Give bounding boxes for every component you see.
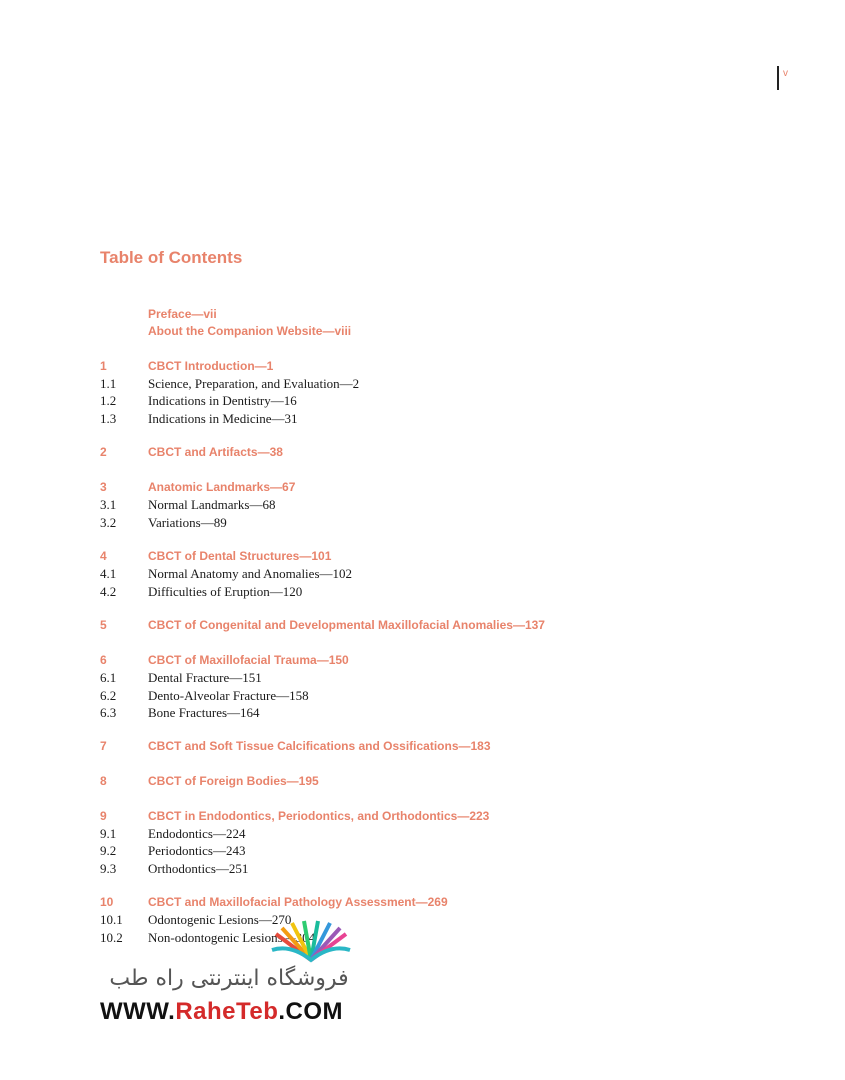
toc-chapter-entry[interactable] [100, 617, 760, 634]
toc-entry-label: CBCT in Endodontics, Periodontics, and Orthodontics—223 [148, 808, 490, 823]
toc-entry-number: 5 [100, 618, 107, 633]
toc-spacer [100, 462, 760, 479]
toc-entry-label: Dental Fracture—151 [148, 670, 262, 686]
toc-entry-label: Indications in Medicine—31 [148, 410, 298, 426]
toc-entry-number: 4.1 [100, 566, 117, 582]
toc-chapter-entry[interactable] [100, 652, 760, 669]
toc-entry-number: 10.2 [100, 929, 123, 945]
toc-chapter-entry[interactable] [100, 548, 760, 565]
toc-entry-label: CBCT and Soft Tissue Calcifications and Ossifications—183 [148, 739, 491, 754]
toc-section-entry[interactable] [100, 375, 760, 392]
toc-entry-number: 8 [100, 774, 107, 789]
toc-spacer [100, 877, 760, 894]
toc-entry-label: CBCT of Maxillofacial Trauma—150 [148, 652, 349, 667]
toc-entry-number: 9.2 [100, 843, 117, 859]
toc-entry-label: CBCT and Maxillofacial Pathology Assessment—269 [148, 895, 448, 910]
toc-chapter-entry[interactable] [100, 808, 760, 825]
toc-entry-number: 4 [100, 549, 107, 564]
toc-entry-number: 3 [100, 479, 107, 494]
page-title: Table of Contents [100, 248, 243, 267]
toc-chapter-entry[interactable] [100, 358, 760, 375]
toc-spacer [100, 756, 760, 773]
toc-entry-label: Indications in Dentistry—16 [148, 393, 297, 409]
toc-section-entry[interactable] [100, 496, 760, 513]
toc-entry-number: 10.1 [100, 912, 123, 928]
table-of-contents [100, 306, 760, 946]
toc-entry-label: Endodontics—224 [148, 825, 246, 841]
toc-entry-number: 1.1 [100, 376, 117, 392]
watermark-persian-text: فروشگاه اینترنتی راه طب [109, 966, 349, 991]
toc-section-entry[interactable] [100, 842, 760, 859]
toc-entry-label: CBCT and Artifacts—38 [148, 445, 283, 460]
toc-entry-label: Odontogenic Lesions—270 [148, 912, 292, 928]
toc-section-entry[interactable] [100, 704, 760, 721]
toc-entry-label: CBCT Introduction—1 [148, 358, 274, 373]
toc-section-entry[interactable] [100, 565, 760, 582]
toc-chapter-entry[interactable] [100, 479, 760, 496]
toc-entry-label: CBCT of Congenital and Developmental Maxillofacial Anomalies—137 [148, 618, 545, 633]
front-matter-item[interactable]: About the Companion Website—viii [148, 324, 352, 339]
toc-section-entry[interactable] [100, 669, 760, 686]
toc-chapter-entry[interactable] [100, 773, 760, 790]
toc-chapter-entry[interactable] [100, 894, 760, 911]
watermark [98, 920, 368, 1030]
toc-entry-label: CBCT of Foreign Bodies—195 [148, 774, 319, 789]
toc-spacer [100, 721, 760, 738]
toc-section-entry[interactable] [100, 410, 760, 427]
page-number: v [783, 68, 788, 79]
toc-entry-number: 2 [100, 445, 107, 460]
toc-entry-label: Anatomic Landmarks—67 [148, 479, 296, 494]
toc-section-entry[interactable] [100, 825, 760, 842]
toc-entry-label: Bone Fractures—164 [148, 704, 260, 720]
toc-section-entry[interactable] [100, 392, 760, 409]
toc-entry-label: Science, Preparation, and Evaluation—2 [148, 376, 360, 392]
toc-entry-number: 3.2 [100, 514, 117, 530]
toc-spacer [100, 427, 760, 444]
book-logo-icon [266, 920, 356, 964]
toc-entry-label: Orthodontics—251 [148, 860, 249, 876]
toc-entry-number: 6 [100, 652, 107, 667]
toc-section-entry[interactable] [100, 860, 760, 877]
toc-entry-label: Dento-Alveolar Fracture—158 [148, 687, 309, 703]
toc-entry-number: 1.2 [100, 393, 117, 409]
toc-entry-label: Non-odontogenic Lesions—304 [148, 929, 316, 945]
toc-spacer [100, 531, 760, 548]
toc-entry-number: 6.3 [100, 704, 117, 720]
toc-entry-label: Normal Landmarks—68 [148, 497, 276, 513]
toc-spacer [100, 790, 760, 807]
toc-chapter-entry[interactable] [100, 738, 760, 755]
toc-entry-number: 10 [100, 895, 114, 910]
toc-entry-number: 3.1 [100, 497, 117, 513]
watermark-url: WWW.RaheTeb.COM [100, 998, 344, 1025]
toc-entry-number: 4.2 [100, 583, 117, 599]
toc-entry-number: 9.1 [100, 825, 117, 841]
toc-section-entry[interactable] [100, 583, 760, 600]
page-marker-bar [777, 66, 779, 90]
toc-entry-number: 9 [100, 808, 107, 823]
toc-entry-number: 1.3 [100, 410, 117, 426]
toc-entry-number: 6.1 [100, 670, 117, 686]
toc-entry-number: 9.3 [100, 860, 117, 876]
toc-section-entry[interactable] [100, 514, 760, 531]
toc-entry-label: Periodontics—243 [148, 843, 246, 859]
toc-entries [100, 358, 760, 946]
toc-section-entry[interactable] [100, 687, 760, 704]
toc-chapter-entry[interactable] [100, 444, 760, 461]
toc-entry-number: 6.2 [100, 687, 117, 703]
toc-entry-label: Difficulties of Eruption—120 [148, 583, 303, 599]
toc-spacer [100, 635, 760, 652]
toc-entry-label: Variations—89 [148, 514, 227, 530]
toc-entry-number: 1 [100, 358, 107, 373]
toc-spacer [100, 600, 760, 617]
toc-entry-label: Normal Anatomy and Anomalies—102 [148, 566, 353, 582]
toc-entry-number: 7 [100, 739, 107, 754]
front-matter-item[interactable]: Preface—vii [148, 307, 217, 321]
toc-entry-label: CBCT of Dental Structures—101 [148, 549, 332, 564]
